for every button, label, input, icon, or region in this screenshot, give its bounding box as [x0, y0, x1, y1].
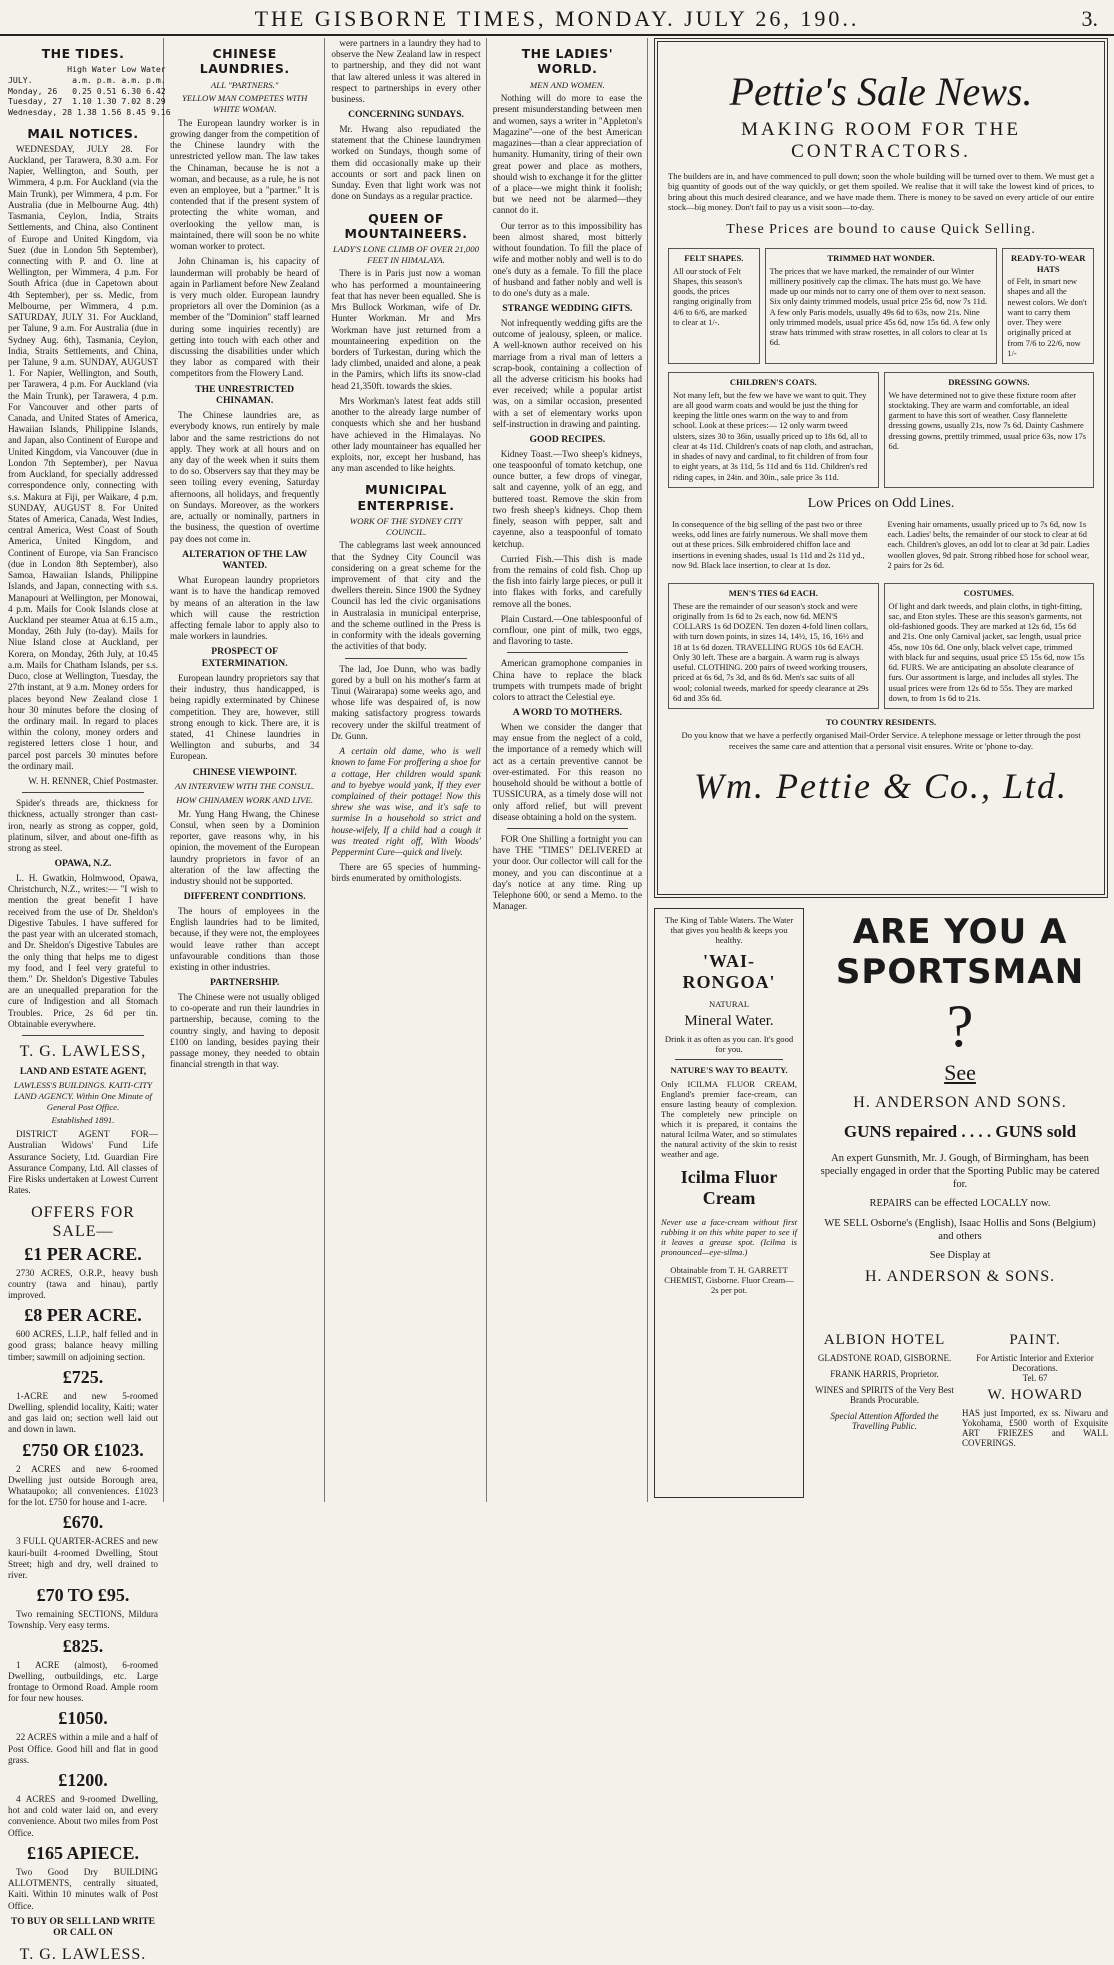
odd-lines-left: In consequence of the big selling of the past two or three weeks, odd lines are fairly numerous. We shall move them out at these prices. Silk embroidered chiffon lace and insertions in evening shades, usual 1s 11d and 2s 11d yd., now 9d. Black lace insertion, to clear at 1s doz.: [672, 519, 868, 570]
icilma-text: Only ICILMA FLUOR CREAM, England's premier face-cream, can ensure lasting beauty of complexion. The completely new principle on which it is prepared, it contains the natural Icilma Water, and so stimulates the natural activity of the skin to resist weather and age.: [661, 1079, 798, 1159]
paint-subtitle: For Artistic Interior and Exterior Decorations.: [976, 1353, 1094, 1373]
section-heading: DIFFERENT CONDITIONS.: [183, 891, 306, 903]
article-paragraph: John Chinaman is, his capacity of launderman will probably be heard of again in Parliament before New Zealand is very much older. European laundry proprietors all over the Dominion (as a member of the "Dominion" staff learned during some inquiries recently) are getting into touch with each other and discussing the disabilities under which they labor as compared with their competitors from the Flowery Land.: [170, 256, 320, 379]
section-heading: CONCERNING SUNDAYS.: [348, 109, 464, 121]
coats-row: [668, 372, 1094, 488]
offer-text: 2 ACRES and new 6-roomed Dwelling just outside Borough area, Whataupoko; all conveniences. £1023 for the lot. £750 for house and 1-acre.: [8, 1463, 158, 1508]
article-paragraph: Plain Custard.—One tablespoonful of cornflour, one pint of milk, two eggs, and flavoring to taste.: [492, 613, 643, 647]
municipal-enterprise-heading: MUNICIPAL ENTERPRISE.: [357, 482, 455, 513]
ready-to-wear-box: [1002, 248, 1094, 364]
pettie-footer: Wm. Pettie & Co., Ltd.: [694, 765, 1069, 806]
article-paragraph: There is in Paris just now a woman who has performed a mountaineering feat that has never been equalled. She is Mrs Bullock Workman, wife of Dr. Hunter Workman. Mr and Mrs Workman have just returned from a mountaineering expedition on the borders of Turkestan, during which the lady climbed, unaided and alone, a peak in the Pamirs, which lifts its snow-clad head 21,350ft. towards the skies.: [331, 268, 481, 391]
article-subheading: MEN AND WOMEN.: [529, 79, 605, 90]
howard-name: W. HOWARD: [987, 1387, 1083, 1403]
advertisements-area: [654, 38, 1109, 1502]
sell-text: WE SELL Osborne's (English), Isaac Hollis and Sons (Belgium) and others: [824, 1217, 1096, 1242]
country-residents-heading: TO COUNTRY RESIDENTS.: [825, 717, 937, 728]
divider: [22, 1035, 144, 1036]
article-paragraph: The Chinese laundries are, as everybody knows, run entirely by male labor and the same restrictions do not apply. They work at all hours and on any day of the week when it suits them to do so. Observers say that they may be seen toiling every evening, Saturday afternoons, all holidays, and frequently on Sundays. Moreover, as the workers are, actually or nominally, partners in the business, the question of overtime pay does not come in.: [170, 410, 320, 544]
albion-hotel-ad: [812, 1328, 957, 1498]
box-text: The prices that we have marked, the remainder of our Winter millinery positively cap the climax. The hats must go. We have made up our minds not to carry one of them over to next season. Six only dainty trimmed models, usual price 25s 6d, now 7s 11d. A few only Paris models, usually 49s 6d to 63s, now 21s. Nine only trimmed models, usual price 45s 6d, now 15s 6d. A few only straw hats trimmed with straw rosettes, in all colors to clear at 1s 6d.: [769, 266, 990, 348]
display-text: See Display at: [929, 1249, 991, 1261]
wai-drink: Drink it as often as you can. It's good for you.: [664, 1034, 794, 1054]
article-paragraph: European laundry proprietors say that their industry, thus handicapped, is being rapidly exterminated by Chinese competition. They are, however, still strong enough to kick. There are, it is stated, 41 Chinese laundries in Wellington and suburbs, and 34 European.: [170, 672, 320, 762]
lawless-signature: T. G. LAWLESS.: [19, 1946, 147, 1964]
offer-price: £725.: [62, 1366, 104, 1387]
box-text: Of light and dark tweeds, and plain cloths, in tight-fitting, sac, and Eton styles. These are this season's garments, not old-fashioned goods. They are marked at 12s 6d, 15s 6d and 21s. One only Carnival jacket, sac length, usual price 45s, now 10s 6d. One only, black velvet cape, trimmed with black fur and sequins, usual price £5 15s 6d, now 15s 6d. FURS. We are anticipating an absolute clearance of furs. Our assortment is large, and includes all styles. The usual prices were from 12s 6d to 55s. They are marked down, to from 1s 6d to 21s.: [888, 601, 1085, 703]
box-text: We have determined not to give these fixture room after stocktaking. They are warm and comfortable, an ideal garment to have this sort of weather. Cosy flannelette dressing gowns, usually 21s, now 7s 6d. Dainty Cashmere dressing gowns, prettily trimmed, usual price 63s, now 17s 6d.: [888, 390, 1087, 451]
offer-price: £70 TO £95.: [36, 1585, 130, 1606]
article-paragraph: What European laundry proprietors want is to have the handicap removed by means of an alteration in the law which will cause the restriction affecting female labor to apply also to male workers in laundries.: [170, 575, 320, 642]
paint-telephone: Tel. 67: [1022, 1373, 1048, 1383]
mail-notices-signature: W. H. RENNER, Chief Postmaster.: [28, 776, 158, 787]
pettie-sale-ad: [654, 38, 1108, 898]
article-paragraph: The cablegrams last week announced that the Sydney City Council was considering on a great scheme for the improvement of that city and the dwellers therein. Since 1900 the Sydney Council has led the civic organisations in Australasia in municipal enterprise, and the scheme outlined in the Press is in conformity with the ideals governing the activities of that body.: [331, 540, 481, 652]
wai-rongoa-ad: [654, 908, 804, 1498]
anderson-name: H. ANDERSON AND SONS.: [853, 1094, 1067, 1111]
article-paragraph: Our terror as to this impossibility has been almost shared, most bitterly without foundation. To fill the place of wife and mother nobly and well is to do one's duty as a female. To fill the place of husband and father nobly and well is to do one's duty as a male.: [492, 220, 643, 298]
divider: [675, 1059, 783, 1060]
column-2: [170, 38, 325, 1502]
offer-text: 4 ACRES and 9-roomed Dwelling, hot and cold water laid on, and every convenience. About two miles from Post Office.: [8, 1794, 158, 1838]
box-heading: READY-TO-WEAR HATS: [1010, 253, 1086, 274]
pettie-intro: The builders are in, and have commenced to pull down; soon the whole building will be turned over to them. We must get a big quantity of goods out of the way quickly, or get them spoiled. We realise that it will take the lowest kind of prices, to bring about this much desired clearance, and we have made them. There is money to be saved on every article of our entire stock—big money. Don't fail to pay us a visit soon—to-day.: [668, 171, 1095, 212]
pettie-title: Pettie's Sale News.: [729, 69, 1033, 114]
section-heading: ALTERATION OF THE LAW WANTED.: [182, 548, 308, 572]
offer-text: 1 ACRE (almost), 6-roomed Dwelling, outbuildings, etc. Large frontage to Ormond Road. Ample room for four new houses.: [8, 1659, 158, 1704]
divider: [507, 828, 628, 829]
article-paragraph: Not infrequently wedding gifts are the outcome of jealousy, spleen, or malice. A well-known author received on his marriage from a rival man of letters a scrap-book, containing a collection of all the adverse criticism his books had ever received; while a popular artist was, on a similar occasion, presented with a set of elementary works upon self-instruction in drawing and painting.: [492, 317, 643, 429]
offer-price: £1050.: [58, 1708, 108, 1729]
article-paragraph: were partners in a laundry they had to observe the New Zealand law in respect to partnership, and they did not want that law altered unless it was altered in respect to partnerships in every other business.: [331, 38, 481, 105]
see-word: See: [944, 1060, 976, 1085]
question-mark: ?: [946, 993, 974, 1059]
paint-text: HAS just Imported, ex ss. Niwaru and Yokohama, £500 worth of Exquisite ART FRIEZES and WALL COVERINGS.: [962, 1408, 1109, 1448]
queen-of-mountaineers-heading: QUEEN OF MOUNTAINEERS.: [344, 210, 468, 241]
article-paragraph: The lad, Joe Dunn, who was badly gored by a bull on his mother's farm at Tinui (Wairarapa) some weeks ago, and whose life was despaired of, is now making satisfactory progress towards recovery under the skilful treatment of Dr. Gunn.: [331, 663, 481, 741]
box-heading: MEN'S TIES 6d EACH.: [728, 588, 818, 599]
section-heading: CHINESE VIEWPOINT.: [192, 766, 297, 778]
box-text: These are the remainder of our season's stock and were originally from 1s 6d to 2s each, now 6d. MEN'S COLLARS 1s 6d DOZEN. Ten dozen 4-fold linen collars, with turn down points, in sizes 14, 14½, 15, 16, 16½ and 18 at 1s 6d dozen. TRAVELLING RUGS 10s 6d EACH. Only 30 left. These are a bargain. A warm rug is always useful. CLOTHING. 200 pairs of tweed working trousers, priced at 6s 6d, 7s 3d, and 8s 6d. Men's sac suits of all wool; colonial tweeds, marked for speedy clearance at 29s 6d and 35s 6d.: [673, 601, 869, 703]
guns-line: GUNS repaired . . . . GUNS sold: [843, 1122, 1077, 1141]
pettie-subtitle: MAKING ROOM FOR THE CONTRACTORS.: [741, 119, 1021, 162]
sportsman-ad: [812, 908, 1108, 1318]
offer-price: £750 OR £1023.: [22, 1439, 144, 1460]
offer-price: £1200.: [58, 1770, 108, 1791]
offer-text: Two remaining SECTIONS, Mildura Township. Very easy terms.: [8, 1609, 158, 1631]
lawless-address: LAWLESS'S BUILDINGS. KAITI-CITY LAND AGENCY. Within One Minute of General Post Office.: [13, 1080, 153, 1112]
box-text: of Felt, in smart new shapes and all the newest colors. We don't want to carry them over. They were originally priced at from 7/6 to 22/6, now 1/-: [1007, 277, 1087, 358]
newspaper-page: [8, 38, 1109, 1964]
buy-sell-line: TO BUY OR SELL LAND WRITE OR CALL ON: [10, 1915, 156, 1939]
article-subheading: AN INTERVIEW WITH THE CONSUL.: [174, 781, 315, 792]
column-3: [331, 38, 486, 1502]
albion-proprietor: FRANK HARRIS, Proprietor.: [830, 1369, 939, 1379]
section-heading: PARTNERSHIP.: [210, 977, 280, 989]
dressing-gowns-box: [884, 372, 1095, 488]
odd-lines-right: Evening hair ornaments, usually priced up to 7s 6d, now 1s each. Ladies' belts, the remainder of our stock to clear at 6d each. Children's gloves, an odd lot to clear at 3d pair. Ladies woollen gloves, 9d pair. Strong ribbed hose for school wear, 2 pairs for 2s 6d.: [887, 519, 1090, 570]
repairs-text: REPAIRS can be effected LOCALLY now.: [869, 1198, 1051, 1210]
offer-price: £825.: [62, 1635, 104, 1656]
lawless-subtitle: LAND AND ESTATE AGENT,: [19, 1065, 147, 1077]
verse-paragraph: A certain old dame, who is well known to fame For proffering a shoe for a cottage, Her children would spank and to byebye would yank, If they ever complained of their pottage! Now this shrew she was wise, and it's safe to surmise In a household so strict and house-wifely, If a child had a cough it was treated right off, With Woods' Peppermint Cure—quick and lively.: [331, 746, 481, 858]
icilma-brand: Icilma Fluor Cream: [680, 1167, 778, 1208]
tides-table: High Water Low Water JULY. a.m. p.m. a.m. p.m. Monday, 26 0.25 0.51 6.30 6.42 Tuesday, 27 1.10 1.30 7.02 8.29 Wednesday, 28 1.38 1.56 8.45 9.16: [8, 64, 171, 117]
section-heading: GOOD RECIPES.: [529, 434, 606, 446]
odd-lines-row: [668, 516, 1094, 575]
article-paragraph: The Chinese were not usually obliged to co-operate and run their laundries in partnership, because, coming to the country singly, and having to deposit £100 on landing, besides paying their passage money, they needed to obtain financial strength in that way.: [170, 991, 320, 1070]
wai-natural: NATURAL: [708, 999, 750, 1009]
article-paragraph: Mr. Yung Hang Hwang, the Chinese Consul, when seen by a Dominion reporter, gave reasons why, in his opinion, the movement of the European laundry proprietors in favor of an alteration of the law affecting the industry should not be supported.: [170, 808, 320, 887]
paint-heading: PAINT.: [1009, 1332, 1061, 1348]
page-number: 3.: [1081, 6, 1098, 31]
newspaper-title: THE GISBORNE TIMES, MONDAY. JULY 26, 190..: [254, 6, 860, 31]
offer-text: 600 ACRES, L.I.P., half felled and in good grass; balance heavy milling timber; sawmill on adjoining section.: [8, 1329, 158, 1362]
divider: [345, 658, 466, 659]
section-heading: PROSPECT OF EXTERMINATION.: [201, 646, 288, 670]
offer-text: Two Good Dry BUILDING ALLOTMENTS, centrally situated, Kaiti. Within 10 minutes walk of Post Office.: [8, 1866, 158, 1911]
box-text: Not many left, but the few we have we want to quit. They are all good warm coats and would be just the thing for keeping the little ones warm on the way to and from school. Look at these prices:— 12 only warm tweed ulsters, sizes 30 to 36in, usually priced up to 18s 6d, all to clear at 4s 11d. Children's coats of nap cloth, and astrachan, in shades of navy and cardinal, to fit children of from four to eight years, at 3s 11d, 5s 11d and 6s 11d. Children's red riding capes, in 24in. and 30in., sale price 3s 11d.: [673, 390, 874, 482]
albion-address: GLADSTONE ROAD, GISBORNE.: [817, 1353, 952, 1363]
gunsmith-text: An expert Gunsmith, Mr. J. Gough, of Birmingham, has been specially engaged in order that the Sporting Public may be catered for.: [820, 1153, 1100, 1191]
mail-notices-text: WEDNESDAY, JULY 28. For Auckland, per Tarawera, 8.30 a.m. For Napier, Wellington, and South, per Wimmera, 4 p.m. For Auckland (via the Main Trunk), per Wimmera, 4 p.m. For Australia (due in Melbourne Aug. 4th) Tasmania, Ceylon, India, Straits Settlements, and China, also Continent of Europe and United Kingdom, via Suez (due in London 5th September), connecting with P. and O. line at Wellington, per Wimmera, 4 p.m. For South Africa (due in Capetown about 4th September), per ss. Medic, from Melbourne, per Wimmera, 4 p.m. SATURDAY, JULY 31. For Auckland, per Talune, 9 a.m. For Australia (due in Sydney Aug. 6th), Tasmania, Ceylon, India, Straits Settlements, and China, per Talune, 9 a.m. SUNDAY, AUGUST 1. For Napier, Wellington, and South, per Tarawera, 4 p.m. For Auckland (via the Main Trunk), per Tarawera, 4 p.m. For Vancouver and other parts of Canada, and United States of America, Hawaiian Islands, Philippine Islands, and Japan, also Continent of Europe and United Kingdom, via Vancouver (due in London 7th September), per Navua from Auckland, for specially addressed correspondence only, connecting with s.s. Makura at Fiji, per Waikare, 4 p.m. SUNDAY, AUGUST 8. For United States of America, Canada, West Indies, central America, West Coast of South America, United Kingdom, and Continent of Europe, via San Francisco (due in London 8th September), also Samoa, Hawaiian Islands, Philippine Islands, and Japan, connecting with s.s. Manapouri at Wellington, per Monowai, 4 p.m. Mails for Cook Islands close at Auckland per steamer Atua at 6.15 a.m., Monday, 26th July (to-day). Mails for Niue Island close at Auckland, per Korera, on Monday, 26th July, at 10.45 a.m. Mails for Chatham Islands, per s.s. Duco, close at Wellington, Tuesday, the 27th instant, at 9 a.m. Money orders for places beyond New Zealand close 1 hour 30 minutes before the closing of the ordinary mail. In regard to places within the colony, money orders and registered letters close 1 hour, and parcel post parcels 30 minutes before the ordinary mail.: [8, 143, 158, 771]
country-residents-text: Do you know that we have a perfectly organised Mail-Order Service. A telephone message or letter through the post receives the same care and attention that a personal visit ensures. Write or 'phone to-day.: [681, 730, 1081, 751]
trimmed-hat-box: [765, 248, 998, 364]
lawless-name: T. G. LAWLESS,: [19, 1043, 147, 1061]
mens-ties-box: [668, 583, 879, 709]
article-paragraph: Curried Fish.—This dish is made from the remains of cold fish. Chop up the fish into fairly large pieces, or pull it into flakes with forks, and carefully remove all the bones.: [492, 553, 643, 609]
box-heading: CHILDREN'S COATS.: [729, 377, 817, 388]
icilma-heading: NATURE'S WAY TO BEAUTY.: [670, 1065, 788, 1075]
mens-costumes-row: [668, 583, 1094, 709]
times-delivery-ad: FOR One Shilling a fortnight you can have THE "TIMES" DELIVERED at your door. Our collector will call for the money, and you can discontinue at a day's notice at any time. Ring up Telephone 600, or send a Memo. to the Manager.: [492, 834, 643, 912]
box-heading: FELT SHAPES.: [684, 253, 744, 264]
column-4: [493, 38, 648, 1502]
offer-text: 1-ACRE and new 5-roomed Dwelling, splendid locality, Kaiti; water and gas laid on; section well laid out and down in lawn.: [8, 1390, 158, 1435]
wai-tagline: The King of Table Waters. The Water that gives you health & keeps you healthy.: [664, 915, 794, 945]
lawless-agency: DISTRICT AGENT FOR— Australian Widows' Fund Life Assurance Society, Ltd. Guardian Fire Assurance Company, Ltd. All classes of Fire Risks undertaken at Lowest Current Rates.: [8, 1129, 158, 1196]
wai-rongoa-name: 'WAI-RONGOA': [682, 951, 776, 992]
spider-paragraph: Spider's threads are, thickness for thickness, actually stronger than cast-iron, nearly as strong as copper, gold, platinum, silver, and about one-fifth as strong as steel.: [8, 798, 158, 854]
opawa-heading: OPAWA, N.Z.: [54, 858, 112, 870]
albion-special: Special Attention Afforded the Travelling Public.: [830, 1411, 939, 1431]
costumes-box: [884, 583, 1095, 709]
divider: [507, 652, 628, 653]
offers-heading: OFFERS FOR SALE—: [31, 1203, 135, 1241]
albion-heading: ALBION HOTEL: [823, 1332, 946, 1348]
article-paragraph: There are 65 species of humming-birds enumerated by ornithologists.: [331, 862, 481, 884]
offer-text: 2730 ACRES, O.R.P., heavy bush country (tawa and hinau), partly improved.: [8, 1267, 158, 1300]
article-paragraph: The European laundry worker is in growing danger from the competition of the Chinese laundry with the unrestricted yellow man. The law takes the Chinaman, because he is not a woman, and because, as a rule, he is not even an employee, but a "partner." It is contended that if the present system of protecting the white woman, and overlooking the yellow man, is maintained, there will soon be no white woman worker to protect.: [170, 117, 320, 252]
offer-text: 22 ACRES within a mile and a half of Post Office. Good hill and flat in good grass.: [8, 1732, 158, 1765]
article-paragraph: Mr. Hwang also repudiated the statement that the Chinese laundrymen worked on Sundays, though some of them did occasionally make up their accounts or sort and pack linen on Sunday. Even that light work was not done on Sundays as a regular practice.: [331, 124, 481, 202]
sportsman-heading: ARE YOU A SPORTSMAN: [835, 912, 1085, 992]
low-prices-heading: Low Prices on Odd Lines.: [807, 495, 955, 511]
article-subheading: LADY'S LONE CLIMB OF OVER 21,000 FEET IN HIMALAYA.: [332, 244, 480, 265]
article-paragraph: The hours of employees in the English laundries had to be limited, because, if they were not, the employees would leave rather than accept unfavourable conditions than those existing in other industries.: [170, 905, 320, 973]
offer-price: £1 PER ACRE.: [24, 1243, 142, 1264]
paint-ad: [962, 1328, 1108, 1498]
article-paragraph: When we consider the danger that may ensue from the neglect of a cold, the importance of a remedy which will act as a certain preventive cannot be over-estimated. For this reason no household should be without a bottle of TUSSICURA, as a timely dose will not only afford relief, but will prevent disease obtaining a hold on the system.: [492, 722, 643, 822]
pettie-tagline: These Prices are bound to cause Quick Selling.: [726, 222, 1036, 238]
hats-row: [668, 248, 1094, 364]
box-heading: COSTUMES.: [963, 588, 1014, 599]
box-heading: DRESSING GOWNS.: [948, 377, 1030, 388]
felt-shapes-box: [668, 248, 760, 364]
article-paragraph: American gramophone companies in China have to replace the black trumpets with trumpets made of bright colors to attract the Celestial eye.: [492, 658, 643, 703]
box-text: All our stock of Felt Shapes, this season's goods, the prices ranging originally from 4/6 to 6/6, are marked to clear at 1/-.: [673, 266, 752, 327]
article-subheading: HOW CHINAMEN WORK AND LIVE.: [176, 795, 314, 806]
opawa-paragraph: L. H. Gwatkin, Holmwood, Opawa, Christchurch, N.Z., writes:— "I wish to mention the great benefit I have received from the use of Dr. Sheldon's Digestive Tabules. I have suffered for the past year with an ulcerated stomach, and Dr. Sheldon's Digestive Tabules are the only thing that helps me to digest my food, and I feel very grateful to them." Dr. Sheldon's Digestive Tabules are an unequalled preparation for the cure of Indigestion and all Stomach Troubles. Price, 2s 6d per tin. Obtainable everywhere.: [8, 873, 158, 1029]
section-heading: STRANGE WEDDING GIFTS.: [502, 303, 633, 315]
albion-wines: WINES and SPIRITS of the Very Best Brands Procurable.: [815, 1385, 954, 1405]
divider: [22, 792, 144, 793]
ladies-world-heading: THE LADIES' WORLD.: [521, 46, 614, 77]
box-heading: TRIMMED HAT WONDER.: [827, 253, 935, 264]
chinese-laundries-heading: CHINESE LAUNDRIES.: [199, 46, 290, 77]
article-subheading: WORK OF THE SYDNEY CITY COUNCIL.: [349, 515, 463, 537]
offer-price: £165 APIECE.: [26, 1842, 140, 1863]
wai-mineral-water: Mineral Water.: [684, 1013, 774, 1029]
offer-price: £670.: [62, 1512, 104, 1533]
article-subheading: YELLOW MAN COMPETES WITH WHITE WOMAN.: [181, 93, 308, 114]
offer-text: 3 FULL QUARTER-ACRES and new kauri-built 4-roomed Dwelling, Stout Street; high and dry, well drained to river.: [8, 1536, 158, 1581]
column-1: [8, 38, 171, 1964]
article-paragraph: Nothing will do more to ease the present misunderstanding between men and women, says a writer in "Appleton's Magazine"—one of the best American magazines—than a clear appreciation of humanity. Humanity, tiring of their own great power and place as mothers, should wish to exchange it for the glitter of a place—we might think it foolish; but we need not be alarmed—they cannot do it.: [492, 93, 643, 216]
article-subheading: ALL "PARTNERS.": [210, 79, 279, 90]
icilma-note: Never use a face-cream without first rubbing it on this white paper to see if it leaves a grease spot. (Icilma is pronounced—eye-silma.): [661, 1217, 798, 1257]
section-heading: A WORD TO MOTHERS.: [512, 707, 622, 719]
offer-price: £8 PER ACRE.: [24, 1305, 142, 1326]
masthead: [0, 0, 1114, 36]
article-paragraph: Mrs Workman's latest feat adds still another to the already large number of conquests which she and her husband have achieved in the Himalayas. No other lady mountaineer has equalled her exploits, nor, except her husband, has any man ascended to like heights.: [331, 395, 481, 474]
childrens-coats-box: [668, 372, 879, 488]
mail-notices-heading: MAIL NOTICES.: [27, 125, 139, 141]
anderson-name: H. ANDERSON & SONS.: [864, 1267, 1056, 1285]
section-heading: THE UNRESTRICTED CHINAMAN.: [195, 383, 295, 407]
tides-heading: THE TIDES.: [41, 46, 125, 61]
article-paragraph: Kidney Toast.—Two sheep's kidneys, one teaspoonful of tomato ketchup, one ounce butter, a few drops of vinegar, salt and cayenne, yolk of an egg, and buttered toast. Remove the skin from two fresh sheep's kidneys. Chop them finely, season with pepper, salt and cayenne, also a teaspoonful of tomato ketchup.: [492, 448, 643, 549]
garrett-chemist: Obtainable from T. H. GARRETT CHEMIST, Gisborne. Fluor Cream—2s per pot.: [664, 1265, 794, 1295]
lawless-established: Established 1891.: [51, 1115, 115, 1126]
